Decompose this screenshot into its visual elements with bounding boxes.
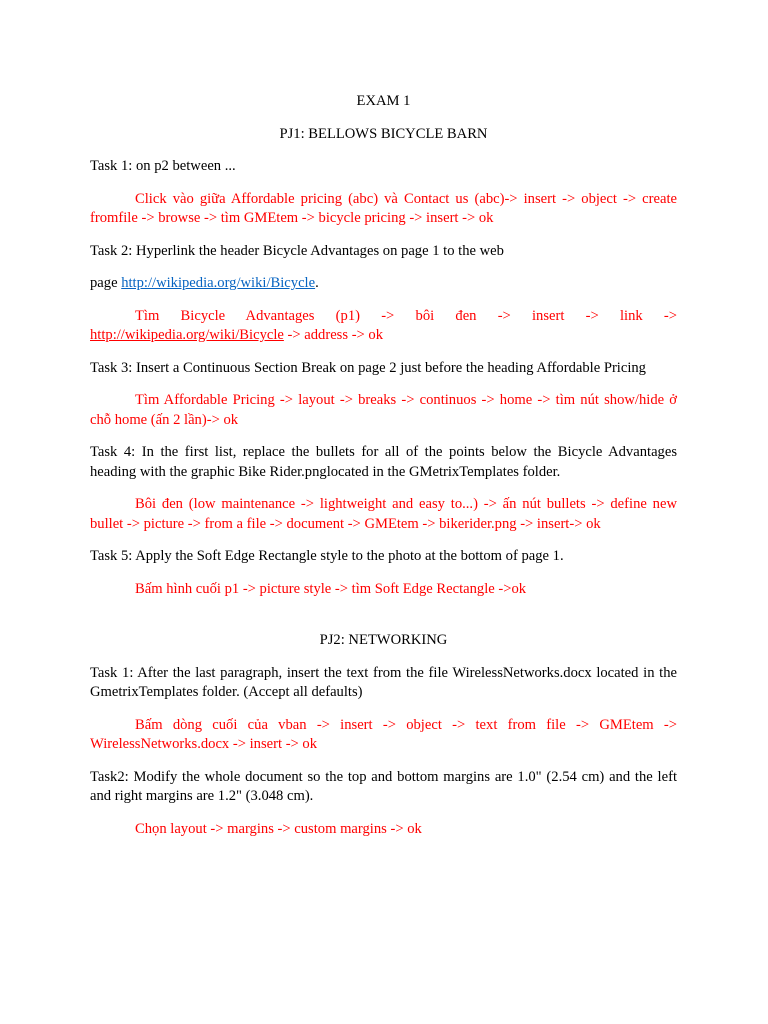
pj1-task1-answer: Click vào giữa Affordable pricing (abc) và Contact us (abc)-> insert -> object -> create fromfile -> browse -> tìm GMEtem -> bicycle pricing -> insert -> ok (90, 190, 677, 226)
pj1-task3-answer: Tìm Affordable Pricing -> layout -> breaks -> continuos -> home -> tìm nút show/hide ở chỗ home (ấn 2 lần)-> ok (90, 392, 677, 428)
document-title: EXAM 1 (356, 93, 411, 109)
document-page (90, 92, 677, 852)
pj1-task2-page-line (90, 274, 677, 294)
answer-suffix: -> address -> ok (283, 327, 384, 343)
wikipedia-link[interactable]: http://wikipedia.org/wiki/Bicycle (121, 275, 316, 291)
pj2-task1-text: Task 1: After the last paragraph, insert the text from the file WirelessNetworks.docx located in the GmetrixTemplates folder. (Accept all defaults) (90, 664, 677, 700)
pj1-task2-answer (90, 307, 677, 346)
pj2-heading: PJ2: NETWORKING (319, 632, 448, 648)
answer-prefix: Tìm Bicycle Advantages (p1) -> bôi đen -> insert -> link -> (135, 307, 677, 324)
pj2-task2-answer: Chọn layout -> margins -> custom margins -> ok (135, 820, 422, 837)
pj2-task2-text: Task2: Modify the whole document so the top and bottom margins are 1.0" (2.54 cm) and the left and right margins are 1.2" (3.048 cm). (90, 768, 677, 804)
pj2-task1-answer: Bấm dòng cuối của vban -> insert -> object -> text from file -> GMEtem -> WirelessNetworks.docx -> insert -> ok (90, 716, 677, 752)
answer-wikipedia-link[interactable]: http://wikipedia.org/wiki/Bicycle (90, 327, 284, 343)
page-prefix: page (90, 275, 122, 291)
pj1-task1-text: Task 1: on p2 between ... (90, 158, 236, 174)
section-spacer (90, 612, 677, 631)
page-suffix: . (315, 275, 319, 291)
pj1-task5-text: Task 5: Apply the Soft Edge Rectangle style to the photo at the bottom of page 1. (90, 548, 564, 564)
pj1-task5-answer: Bấm hình cuối p1 -> picture style -> tìm Soft Edge Rectangle ->ok (135, 580, 527, 597)
pj1-task2-text: Task 2: Hyperlink the header Bicycle Advantages on page 1 to the web (90, 242, 504, 259)
pj1-task3-text: Task 3: Insert a Continuous Section Break on page 2 just before the heading Affordable Pricing (90, 359, 646, 376)
pj1-task4-answer: Bôi đen (low maintenance -> lightweight and easy to...) -> ấn nút bullets -> define new bullet -> picture -> from a file -> document -> GMEtem -> bikerider.png -> insert-> ok (90, 496, 677, 532)
pj1-heading: PJ1: BELLOWS BICYCLE BARN (279, 125, 488, 142)
pj1-task4-text: Task 4: In the first list, replace the bullets for all of the points below the Bicycle Advantages heading with the graphic Bike Rider.pnglocated in the GMetrixTemplates folder. (90, 444, 677, 480)
